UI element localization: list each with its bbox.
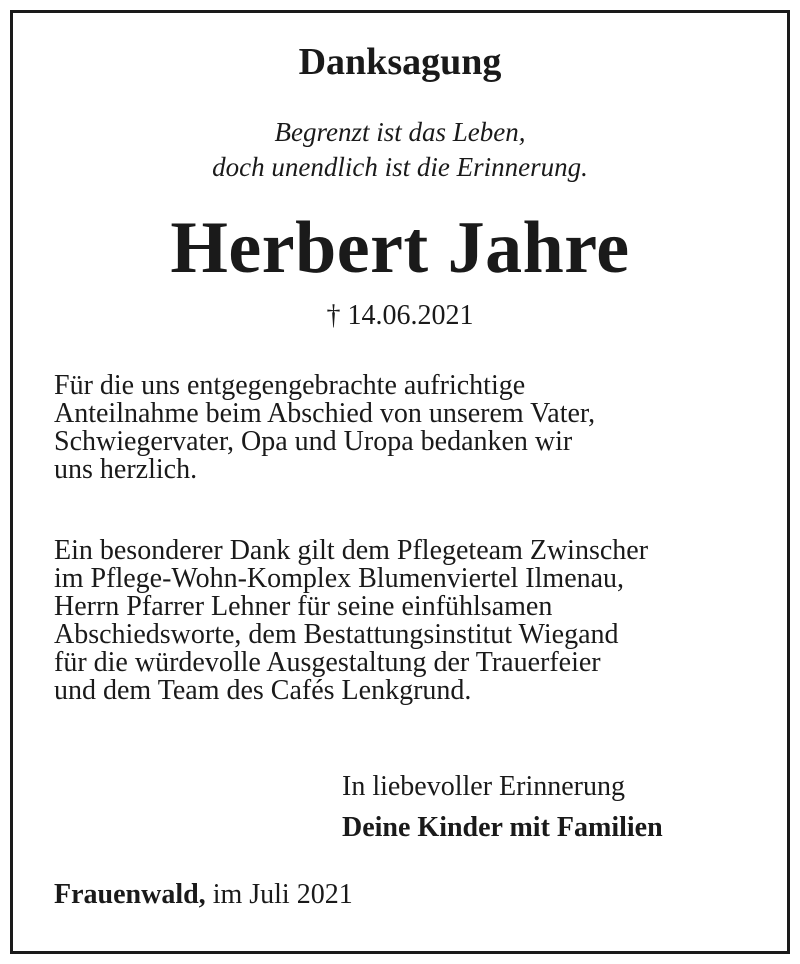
notice-heading: Danksagung	[298, 41, 502, 83]
paragraph-line: Anteilnahme beim Abschied von unserem Vater,	[54, 398, 596, 429]
paragraph-line: Schwiegervater, Opa und Uropa bedanken wir	[54, 426, 573, 457]
deceased-name: Herbert Jahre	[170, 207, 630, 289]
quote-line-1: Begrenzt ist das Leben,	[274, 117, 526, 147]
paragraph-line: Abschiedsworte, dem Bestattungsinstitut Wiegand	[54, 619, 619, 650]
paragraph-line: Herrn Pfarrer Lehner für seine einfühlsamen	[54, 591, 553, 622]
paragraph-line: für die würdevolle Ausgestaltung der Trauerfeier	[54, 647, 601, 678]
death-date: 14.06.2021	[347, 300, 474, 331]
memorial-quote	[0, 115, 800, 185]
cross-symbol: †	[326, 300, 341, 331]
paragraph-line: und dem Team des Cafés Lenkgrund.	[54, 675, 472, 706]
paragraph-line: Ein besonderer Dank gilt dem Pflegeteam Zwinscher	[54, 535, 649, 566]
place-name: Frauenwald,	[54, 879, 206, 910]
paragraph-line: im Pflege-Wohn-Komplex Blumenviertel Ilmenau,	[54, 563, 625, 594]
paragraph-line: Für die uns entgegengebrachte aufrichtige	[54, 370, 526, 401]
paragraph-line: uns herzlich.	[54, 454, 198, 485]
death-date-line	[0, 300, 800, 332]
thanks-paragraph	[54, 372, 595, 484]
special-thanks-paragraph	[54, 537, 648, 705]
place-date-line	[54, 879, 353, 911]
signature-intro: In liebevoller Erinnerung	[342, 771, 626, 802]
signature-family: Deine Kinder mit Familien	[342, 812, 663, 843]
quote-line-2: doch unendlich ist die Erinnerung.	[212, 152, 588, 182]
notice-date: im Juli 2021	[212, 879, 353, 910]
